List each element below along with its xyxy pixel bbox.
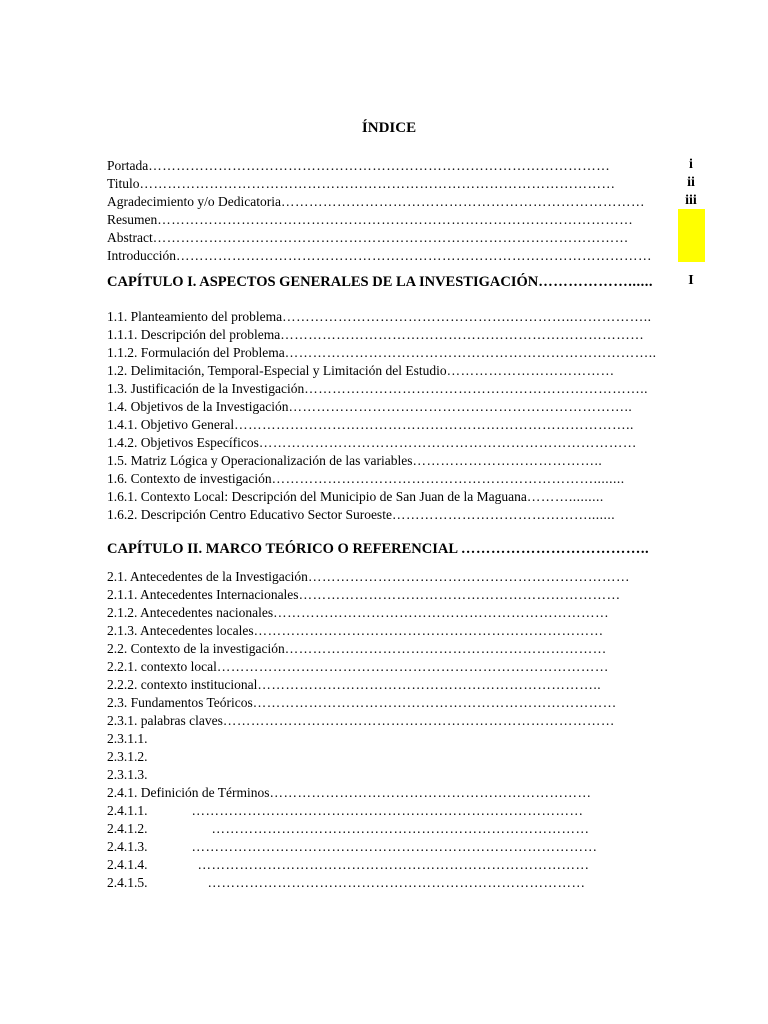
toc-entry-label: 2.1.3. Antecedentes locales [107,623,254,638]
toc-entry-label: 1.3. Justificación de la Investigación [107,381,305,396]
toc-entry [107,488,670,506]
toc-entry-label: 2.4.1.2. [107,821,148,836]
toc-entry [107,658,670,676]
page-title: ÍNDICE [361,120,417,136]
toc-entry [107,604,670,622]
toc-entry-label: 2.3.1.2. [107,749,148,764]
toc-entry-label: 1.4.2. Objetivos Específicos [107,435,259,450]
toc-entry [107,676,670,694]
toc-entry [107,730,670,748]
toc-entry [107,506,670,524]
toc-leader-dots: ………......... [526,489,604,504]
toc-leader-dots: ……………………………………………………………………… [211,821,590,836]
toc-entry [107,874,670,892]
toc-entry-label: CAPÍTULO II. MARCO TEÓRICO O REFERENCIAL [107,541,461,557]
toc-entry-label: 2.4.1.5. [107,875,148,890]
toc-entry [107,308,670,326]
toc-leader-dots: ………………………………………………………………………… [222,713,615,728]
toc-entry [107,712,670,730]
toc-entry-label: 2.4.1. Definición de Términos [107,785,270,800]
toc-leader-dots: ……………………………….. [460,541,650,557]
toc-leader-dots: ………………………………………………………………………………………… [152,230,629,245]
toc-entry [107,622,670,640]
toc-entry [107,344,670,362]
toc-entry-label: 2.4.1.4. [107,857,148,872]
toc-leader-dots: …………………………………………………………………………… [191,839,598,854]
toc-entry [107,380,670,398]
toc-entry-label: 2.4.1.1. [107,803,148,818]
toc-entry-label: 1.1.2. Formulación del Problema [107,345,285,360]
toc-entry-label: 1.4. Objetivos de la Investigación [107,399,289,414]
toc-leader-dots: ………………………………………………………………………………………… [139,176,616,191]
toc-page-number: ii [687,175,695,190]
toc-entry [107,470,670,488]
toc-entry [107,586,670,604]
toc-entry-label: Abstract [107,230,153,245]
toc-entry-label: Titulo [107,176,140,191]
toc-entry-label: 1.5. Matriz Lógica y Operacionalización de las variables [107,453,413,468]
toc-entry [107,398,670,416]
toc-leader-dots: …………………………………………………………………….. [284,345,657,360]
toc-leader-dots: ………………………………………………………………………… [216,659,609,674]
toc-leader-dots: ……………………………………………………………….. [257,677,602,692]
toc-entry-label: 2.1. Antecedentes de la Investigación [107,569,308,584]
toc-chapter-heading [107,540,670,558]
toc-entry [107,748,670,766]
toc-leader-dots: ………………………………………………………………………………………… [175,248,652,263]
toc-leader-dots: …………………………………………………………… [307,569,630,584]
toc-page-number: i [689,157,693,172]
toc-leader-dots: …………………………………………………………………… [252,695,617,710]
toc-entry [107,416,670,434]
toc-entry-label: 2.2.1. contexto local [107,659,217,674]
toc-entry-label: 2.2. Contexto de la investigación [107,641,285,656]
toc-entry-label: 1.1. Planteamiento del problema [107,309,283,324]
toc-entry-label: 1.6. Contexto de investigación [107,471,272,486]
toc-entry-label: 1.4.1. Objetivo General [107,417,235,432]
toc-entry-label: Resumen [107,212,158,227]
toc-entry [107,229,670,247]
toc-leader-dots: ………………………………………………………………… [253,623,604,638]
toc-entry-label: 1.6.1. Contexto Local: Descripción del Municipio de San Juan de la Maguana [107,489,527,504]
toc-leader-dots: ………………………………………………………………………… [197,857,590,872]
toc-entry [107,326,670,344]
yellow-highlight [678,209,705,262]
toc-leader-dots: ……………………………………………………………………… [258,435,637,450]
toc-leader-dots: ………………………………………………………………………….. [234,417,634,432]
toc-entry [107,568,670,586]
toc-entry-label: 2.3.1. palabras claves [107,713,223,728]
toc-entry [107,640,670,658]
toc-leader-dots: …………………………………………………………… [298,587,621,602]
toc-entry [107,802,670,820]
toc-entry-label: 1.2. Delimitación, Temporal-Especial y Limitación del Estudio [107,363,447,378]
toc-leader-dots: ………………………………….. [412,453,603,468]
toc-entry [107,856,670,874]
toc-leader-dots: ………………...... [538,274,653,290]
toc-leader-dots: ………………………………………………………………………… [191,803,584,818]
toc-leader-dots: ……………………………………………………………… [273,605,610,620]
toc-leader-dots: ……………………………………………………………….. [304,381,648,396]
toc-entry [107,434,670,452]
toc-leader-dots: …………………………………………………………………… [280,327,645,342]
toc-entry-label: 2.4.1.3. [107,839,148,854]
toc-entry-label: Portada [107,158,149,173]
toc-leader-dots: ……………………………………....... [391,507,616,522]
toc-entry [107,247,670,265]
toc-leader-dots: ……………………………………………………………........ [271,471,625,486]
toc-entry [107,211,670,229]
toc-entry-label: 2.3.1.1. [107,731,148,746]
toc-entry [107,193,670,211]
toc-entry-label: 2.3. Fundamentos Teóricos [107,695,253,710]
toc-page-number: iii [685,193,697,208]
toc-entry-label: 2.1.1. Antecedentes Internacionales [107,587,299,602]
toc-leader-dots: ………………………………………………………………………………………… [157,212,634,227]
toc-entry [107,362,670,380]
toc-leader-dots: ………………………………………….…………..…………….. [282,309,652,324]
toc-entry [107,157,670,175]
toc-entry-label: 1.1.1. Descripción del problema [107,327,281,342]
toc-entry [107,766,670,784]
toc-entry [107,694,670,712]
toc-entry-label: 2.3.1.3. [107,767,148,782]
toc-entry-label: Introducción [107,248,176,263]
toc-entry [107,820,670,838]
toc-page-number: I [688,273,694,288]
toc-chapter-heading [107,273,670,291]
toc-entry-label: Agradecimiento y/o Dedicatoria [107,194,281,209]
toc-entry-label: 2.1.2. Antecedentes nacionales [107,605,274,620]
toc-leader-dots: …………………………………………………………… [269,785,592,800]
toc-leader-dots: ……………………………………………………………………………………… [148,158,611,173]
toc-entry [107,784,670,802]
toc-entry [107,175,670,193]
toc-leader-dots: …………………………………………………………………… [280,194,645,209]
toc-entry-label: 2.2.2. contexto institucional [107,677,258,692]
toc-entry [107,838,670,856]
toc-leader-dots: ……………………………… [446,363,615,378]
toc-leader-dots: ……………………………………………………………….. [288,399,633,414]
toc-entry-label: CAPÍTULO I. ASPECTOS GENERALES DE LA INVESTIGACIÓN [107,274,539,290]
toc-leader-dots: …………………………………………………………… [284,641,607,656]
toc-leader-dots: ……………………………………………………………………… [207,875,586,890]
toc-entry-label: 1.6.2. Descripción Centro Educativo Sector Suroeste [107,507,392,522]
toc-entry [107,452,670,470]
